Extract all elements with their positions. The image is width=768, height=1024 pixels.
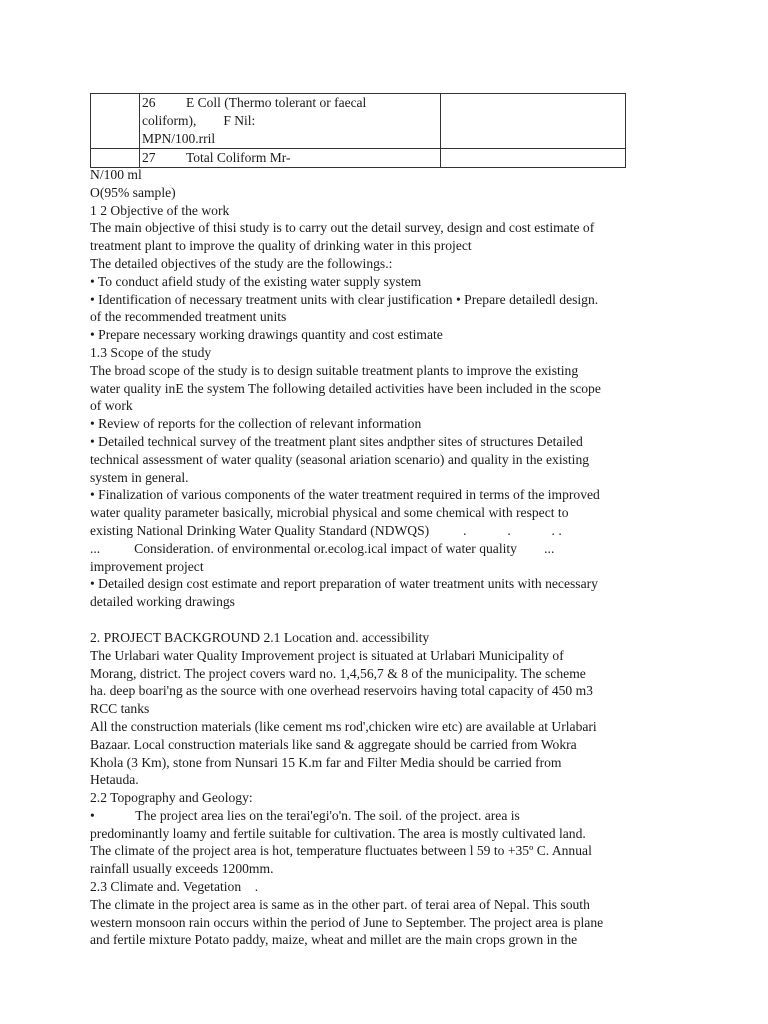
text-line: ha. deep boari'ng as the source with one overhead reservoirs having total capacity of 450 m3 [90,683,593,699]
text-line: The detailed objectives of the study are the followings.: [90,255,393,271]
table-cell-parameter [140,94,441,149]
text-line: water quality inE the system The following detailed activities have been included in the scope [90,380,601,396]
text-line: Morang, district. The project covers ward no. 1,4,56,7 & 8 of the municipality. The scheme [90,665,586,681]
text-line: 2.3 Climate and. Vegetation . [90,879,259,895]
text-line: 2. PROJECT BACKGROUND 2.1 Location and. accessibility [90,629,430,645]
parameter-number: 27 [142,150,156,165]
text-line: N/100 ml [90,167,142,182]
text-line: The broad scope of the study is to design suitable treatment plants to improve the existing [90,362,579,378]
text-line: 1.3 Scope of the study [90,344,212,360]
parameter-text-line: coliform), F Nil: [142,113,256,128]
text-line: system in general. [90,469,189,485]
text-line: ... Consideration. of environmental or.ecolog.ical impact of water quality ... [90,540,555,556]
text-line: O(95% sample) [90,184,176,200]
text-line: of work [90,398,133,414]
document-body [90,166,680,949]
parameter-text-line: E Coll (Thermo tolerant or faecal [186,95,367,110]
text-line: 2.2 Topography and Geology: [90,790,253,806]
text-line: • Prepare necessary working drawings quantity and cost estimate [90,327,443,343]
parameter-number: 26 [142,95,156,110]
text-line: • Review of reports for the collection of relevant information [90,416,422,432]
table-row [91,149,626,168]
table-cell-parameter [140,149,441,168]
text-line: The climate in the project area is same as in the other part. of terai area of Nepal. This south [90,896,590,912]
table-cell-value [441,149,626,168]
text-line: water quality parameter basically, microbial physical and some chemical with respect to [90,505,569,521]
text-line: • Detailed design cost estimate and report preparation of water treatment units with necessary [90,576,598,592]
table-cell-value [441,94,626,149]
parameter-table [90,93,626,168]
text-line: • Finalization of various components of the water treatment required in terms of the improved [90,487,600,503]
text-line: rainfall usually exceeds 1200mm. [90,861,274,877]
text-line: Bazaar. Local construction materials like sand & aggregate should be carried from Wokra [90,736,577,752]
text-line: predominantly loamy and fertile suitable for cultivation. The area is mostly cultivated land. [90,825,586,841]
text-line: treatment plant to improve the quality of drinking water in this project [90,238,472,254]
text-line: of the recommended treatment units [90,309,287,325]
text-line: • The project area lies on the terai'egi'o'n. The soil. of the project. area is [90,807,520,823]
text-line: Hetauda. [90,772,139,788]
text-line: technical assessment of water quality (seasonal ariation scenario) and quality in the existing [90,451,590,467]
table-cell-blank [91,94,140,149]
text-line: The Urlabari water Quality Improvement project is situated at Urlabari Municipality of [90,647,564,663]
text-line: western monsoon rain occurs within the period of June to September. The project area is plane [90,914,604,930]
blank-line [90,611,680,629]
table-cell-blank [91,149,140,168]
text-line: improvement project [90,558,204,574]
text-line: All the construction materials (like cement ms rod',chicken wire etc) are available at Urlabari [90,718,597,734]
text-line: • Identification of necessary treatment units with clear justification • Prepare detailedl design. [90,291,599,307]
text-line: The main objective of thisi study is to carry out the detail survey, design and cost estimate of [90,220,595,236]
table-row [91,94,626,149]
text-line: The climate of the project area is hot, temperature fluctuates between l 59 to +35º C. Annual [90,843,592,859]
parameter-text-line: Total Coliform Mr- [186,150,291,165]
text-line: • To conduct afield study of the existing water supply system [90,273,422,289]
text-line: RCC tanks [90,701,150,717]
text-line: and fertile mixture Potato paddy, maize, wheat and millet are the main crops grown in the [90,932,578,948]
text-line: • Detailed technical survey of the treatment plant sites andpther sites of structures Detailed [90,433,583,449]
parameter-text-line: MPN/100.rril [142,131,216,146]
text-line: detailed working drawings [90,594,235,610]
text-line: 1 2 Objective of the work [90,202,230,218]
text-line: existing National Drinking Water Quality Standard (NDWQS) . . . . [90,522,562,538]
text-line: Khola (3 Km), stone from Nunsari 15 K.m far and Filter Media should be carried from [90,754,562,770]
